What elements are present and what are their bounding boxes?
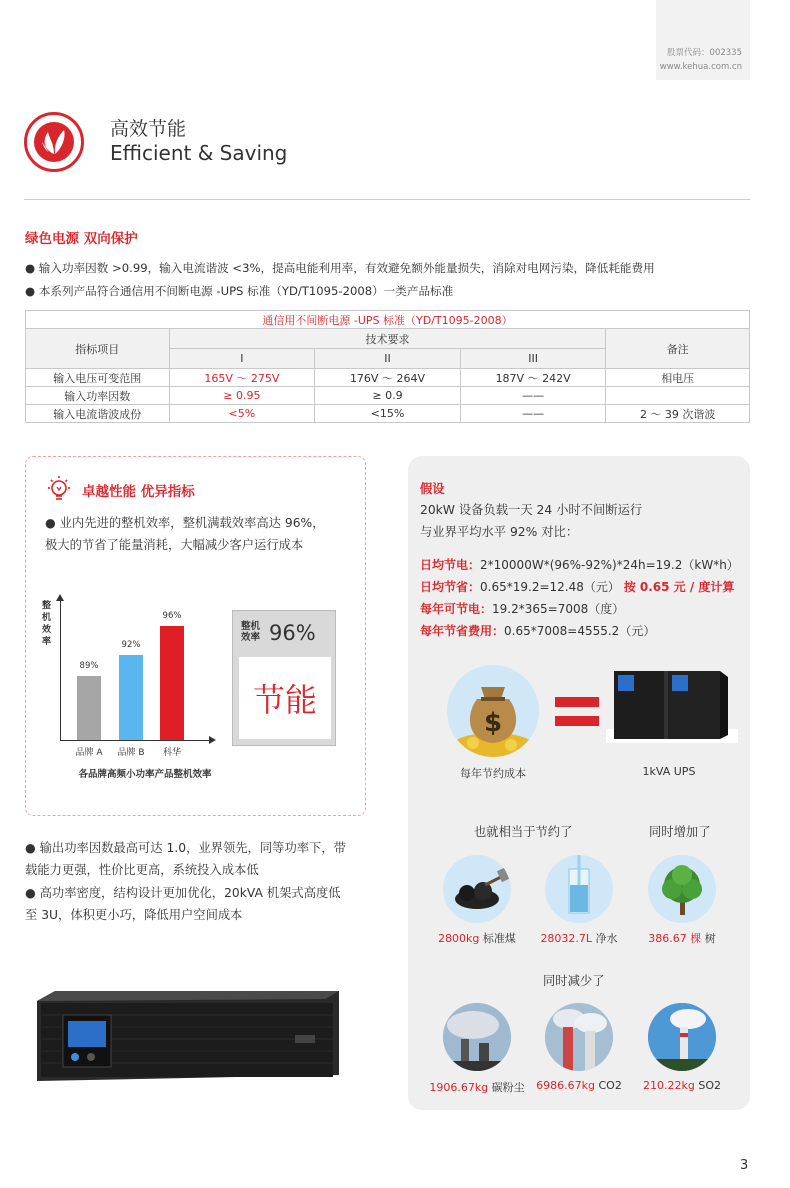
x-axis — [60, 740, 210, 741]
chart-title: 各品牌高频小功率产品整机效率 — [78, 769, 212, 780]
tower-ups-image — [606, 665, 738, 745]
saved-heading: 也就相当于节约了 — [474, 825, 573, 839]
chart-bar — [160, 626, 184, 740]
money-caption: 每年节约成本 — [460, 767, 526, 780]
table-row: 输入电压可变范围 165V ～ 275V 176V ～ 264V 187V ～ 242V 相电压 — [26, 369, 750, 387]
reduced-heading: 同时减少了 — [543, 974, 605, 988]
green-power-heading: 绿色电源 双向保护 — [25, 231, 138, 247]
co2-icon — [545, 1003, 613, 1071]
page-number: 3 — [740, 1158, 749, 1173]
efficiency-value: 96% — [269, 621, 316, 645]
stock-code: 股票代码：002335 — [667, 48, 742, 58]
assumption-line-2: 与业界平均水平 92% 对比： — [420, 525, 579, 539]
efficiency-text-2: 极大的节省了能量消耗，大幅减少客户运行成本 — [45, 538, 304, 552]
ups-caption: 1kVA UPS — [642, 765, 696, 778]
equals-sign-bottom — [555, 716, 599, 726]
assumption-heading: 假设 — [420, 482, 445, 496]
leaf-icon — [24, 112, 84, 172]
chart-bar — [119, 655, 143, 740]
bar-category-label: 品牌 A — [75, 748, 103, 758]
so2-icon — [648, 1003, 716, 1071]
bar-value-label: 92% — [121, 639, 141, 650]
x-axis-arrow — [209, 736, 216, 744]
added-heading: 同时增加了 — [649, 825, 711, 839]
bar-category-label: 品牌 B — [117, 748, 145, 758]
assumption-line-1: 20kW 设备负载一天 24 小时不间断运行 — [420, 503, 643, 517]
y-axis-arrow — [56, 594, 64, 601]
class-3-header: III — [460, 349, 606, 369]
class-1-header: I — [169, 349, 315, 369]
density-bullet: ● 高功率密度，结构设计更加优化，20kVA 机架式高度低 — [25, 886, 341, 900]
spec-table — [25, 310, 750, 423]
saving-label: 节能 — [252, 681, 317, 719]
y-axis-label: 整机效率 — [42, 601, 52, 647]
y-axis — [60, 598, 61, 740]
output-pf-bullet: ● 输出功率因数最高可达 1.0，业界领先，同等功率下，带 — [25, 841, 346, 855]
density-bullet-cont: 至 3U，体积更小巧，降低用户空间成本 — [25, 908, 243, 922]
efficiency-label: 整机效率 — [241, 621, 261, 643]
coal-icon — [443, 855, 511, 923]
table-row: 输入电流谐波成份 <5% <15% —— 2 ～ 39 次谐波 — [26, 405, 750, 423]
input-pf-bullet: ● 输入功率因数 >0.99，输入电流谐波 <3%，提高电能利用率，有效避免额外能量损失，消除对电网污染，降低耗能费用 — [25, 261, 655, 275]
bar-value-label: 89% — [79, 661, 99, 672]
tree-icon — [648, 855, 716, 923]
col-item-header: 指标项目 — [26, 329, 170, 369]
page-title-en: Efficient & Saving — [110, 141, 288, 165]
stock-info-box — [656, 0, 750, 80]
efficiency-tile — [232, 610, 336, 746]
class-2-header: II — [315, 349, 461, 369]
spec-table-caption: 通信用不间断电源 -UPS 标准（YD/T1095-2008） — [26, 311, 750, 329]
equals-sign-top — [555, 697, 599, 707]
dust-icon — [443, 1003, 511, 1071]
efficiency-text-1: ● 业内先进的整机效率，整机满载效率高达 96%， — [45, 516, 325, 530]
performance-heading: 卓越性能 优异指标 — [82, 484, 195, 500]
website: www.kehua.com.cn — [659, 62, 742, 72]
water-icon — [545, 855, 613, 923]
table-row: 输入功率因数 ≥ 0.95 ≥ 0.9 —— — [26, 387, 750, 405]
chart-bar — [77, 676, 101, 740]
dust-caption: 1906.67kg 碳粉尘 — [429, 1081, 525, 1094]
col-note-header: 备注 — [606, 329, 750, 369]
tree-caption: 386.67 棵 树 — [648, 932, 716, 945]
annual-power-saving: 每年可节电：19.2*365=7008（度） — [420, 602, 625, 616]
daily-cost-saving: 日均节省：0.65*19.2=12.48（元） 按 0.65 元 / 度计算 — [420, 580, 735, 594]
co2-caption: 6986.67kg CO2 — [536, 1079, 622, 1092]
annual-cost-saving: 每年节省费用：0.65*7008=4555.2（元） — [420, 624, 656, 638]
bar-category-label: 科华 — [162, 748, 181, 758]
col-req-header: 技术要求 — [169, 329, 606, 349]
daily-power-saving: 日均节电：2*10000W*(96%-92%)*24h=19.2（kW*h） — [420, 558, 739, 572]
coal-caption: 2800kg 标准煤 — [438, 932, 516, 945]
standard-bullet: ● 本系列产品符合通信用不间断电源 -UPS 标准（YD/T1095-2008）一类产品标准 — [25, 284, 454, 298]
lightbulb-icon — [44, 474, 74, 504]
rack-ups-image — [33, 985, 343, 1085]
so2-caption: 210.22kg SO2 — [643, 1079, 721, 1092]
money-bag-icon — [447, 665, 539, 757]
water-caption: 28032.7L 净水 — [540, 932, 618, 945]
divider — [24, 199, 750, 200]
svg-text:$: $ — [483, 708, 503, 738]
output-pf-bullet-cont: 载能力更强，性价比更高，系统投入成本低 — [25, 863, 259, 877]
bar-value-label: 96% — [162, 611, 182, 622]
page-title-cn: 高效节能 — [110, 118, 187, 140]
